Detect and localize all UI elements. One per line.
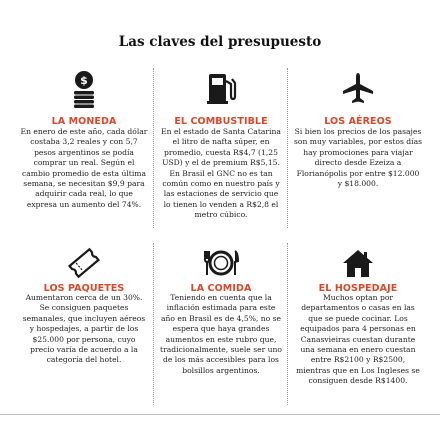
column-divider xyxy=(153,243,154,405)
plate-cutlery-icon xyxy=(160,243,282,283)
column-divider xyxy=(287,68,288,228)
section-text: En enero de este año, cada dólar costaba 3,2 reales y con 5,7 pesos argentinos se podía comprar un real. Según el cambio promedio de esta última semana, se necesitan $9,9 para adquirir cada real, lo que expresa un aumento del 74%. xyxy=(20,127,148,209)
section-text: Muchos optan por departamentos o casas en las que se puede cocinar. Los equipados para 4 personas en Canasvieiras cuestan durante una semana en enero cuestan entre R$2100 y R$2500, mientras que en Los Ingleses se consiguen desde R$1400. xyxy=(296,293,420,386)
section-heading: LA MONEDA xyxy=(51,116,117,127)
section-heading: LOS PAQUETES xyxy=(43,283,125,294)
section-heading: EL COMBUSTIBLE xyxy=(174,116,268,127)
column-divider xyxy=(287,243,288,405)
svg-text:$: $ xyxy=(80,74,88,87)
page-title: Las claves del presupuesto xyxy=(118,34,322,50)
fuel-pump-icon xyxy=(160,68,282,108)
house-icon xyxy=(294,243,422,283)
section-heading: EL HOSPEDAJE xyxy=(318,283,398,294)
section-text: Si bien los precios de los pasajes son muy variables, por estos días hay promociones para viajar directo desde Ezeiza a Florianópolis por entre $12.000 y $18.000. xyxy=(294,127,422,189)
section-heading: LA COMIDA xyxy=(190,283,252,294)
section-text: Aumentaron cerca de un 30%. Se consiguen paquetes semanales, que incluyen aéreos y hospedajes, a partir de los $25.000 por persona, cuyo precio varía de acuerdo a la categoría del hotel. xyxy=(22,293,146,365)
section-text: Teniendo en cuenta que la inflación estimada para este año en Brasil es de 4,5%, no se espera que haya grandes aumentos en este rubro que, tradicionalmente, suele ser uno de los más accesibles para los bolsillos argentinos. xyxy=(160,293,282,375)
ticket-icon xyxy=(20,243,148,283)
coin-stack-icon xyxy=(20,68,148,108)
section-heading: LOS AÉREOS xyxy=(324,116,392,127)
bottom-rule xyxy=(0,414,440,415)
column-divider xyxy=(153,68,154,228)
airplane-icon xyxy=(294,68,422,108)
section-text: En el estado de Santa Catarina el litro de nafta súper, en promedio, cuesta R$4,7 (1,25 USD) y el de premium R$5,15. En Brasil el GNC no es tan común como en nuestro país y las estaciones de servicio que lo tienen lo venden a R$2,8 el metro cúbico. xyxy=(161,127,281,220)
